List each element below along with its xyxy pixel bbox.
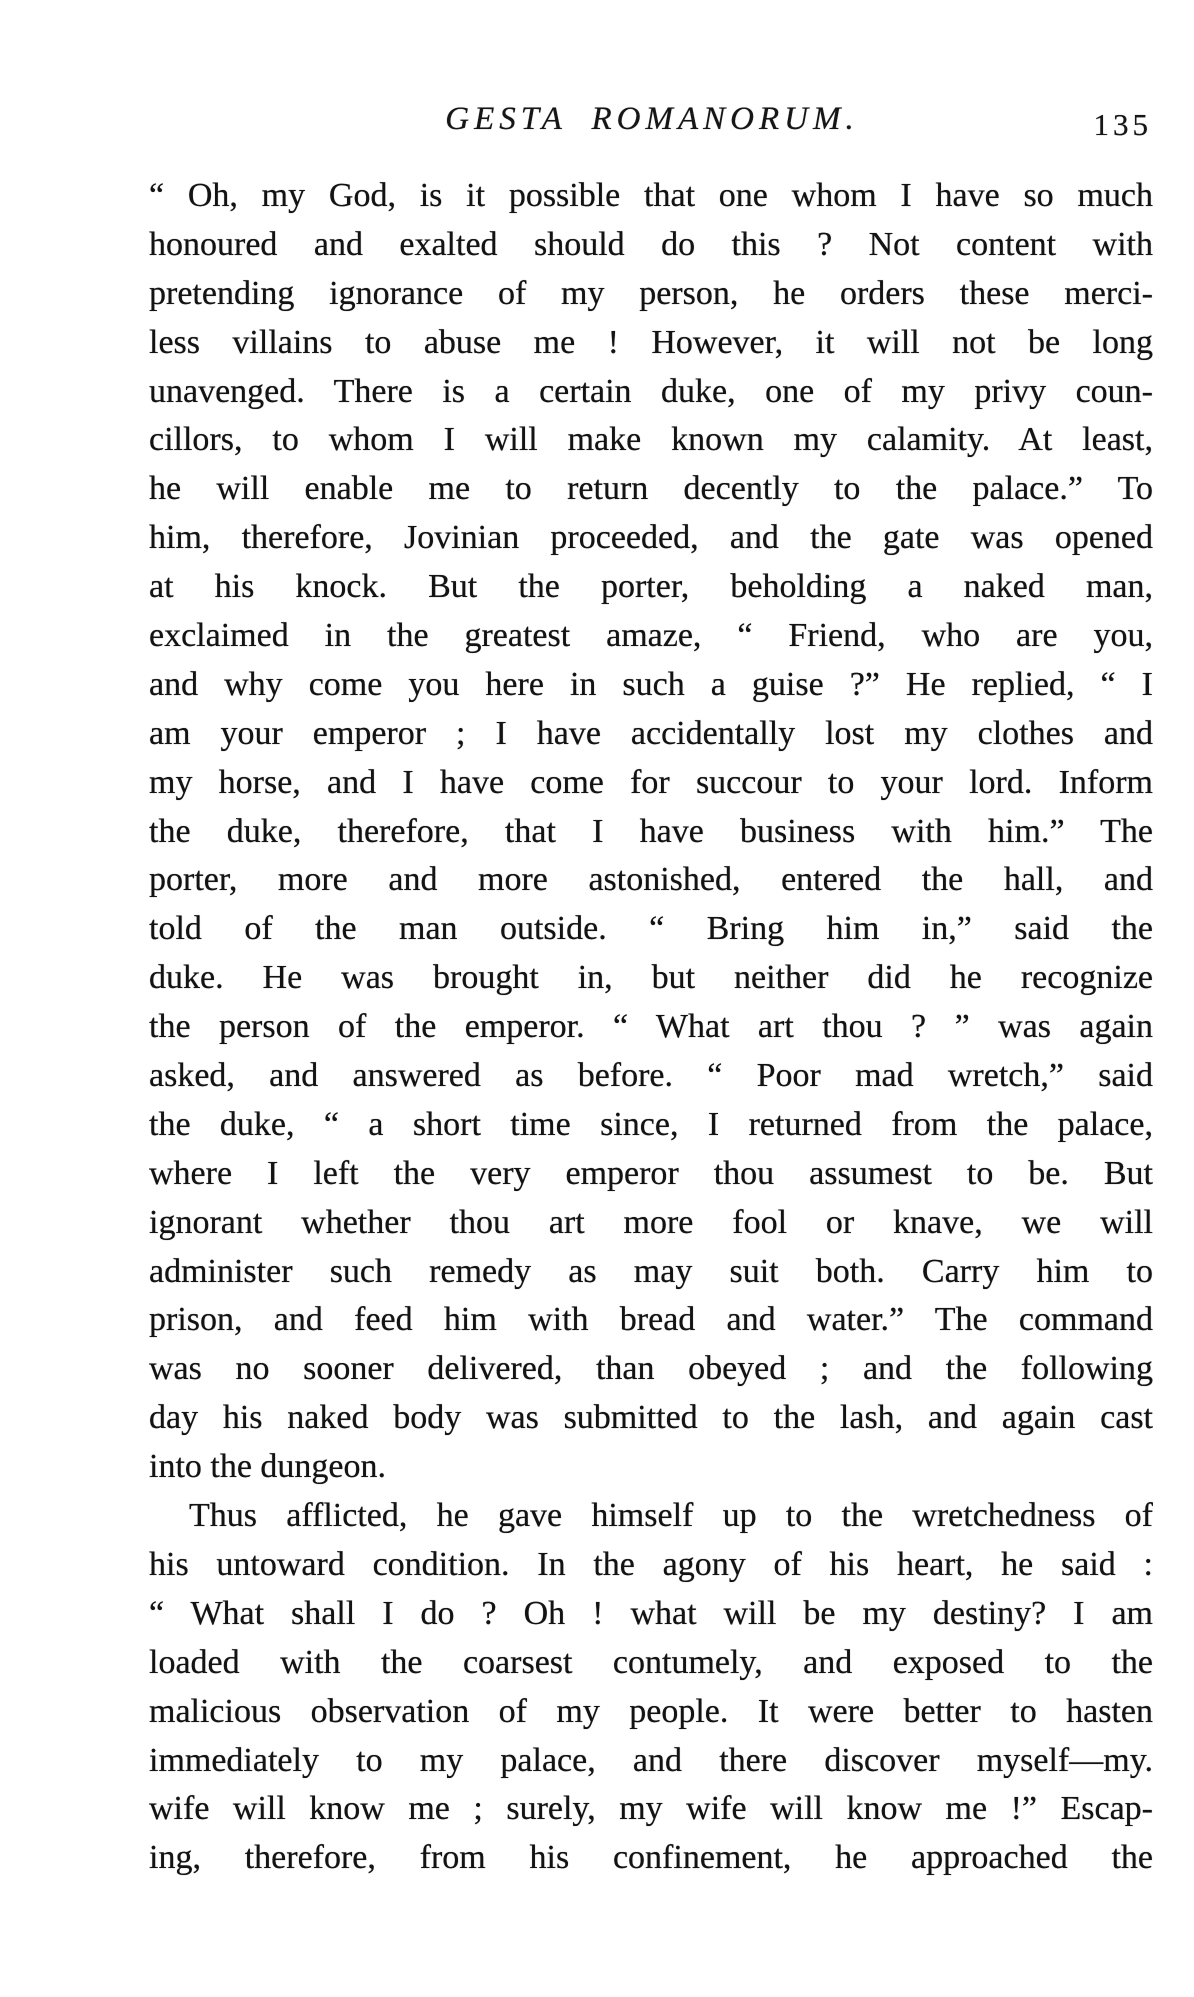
body-text-block [149,172,1153,1883]
text-line: where I left the very emperor thou assumest to be. But [149,1154,1153,1192]
text-line: he will enable me to return decently to the palace.” To [149,470,1153,508]
text-line: am your emperor ; I have accidentally lost my clothes and [149,714,1153,752]
text-line: the duke, “ a short time since, I returned from the palace, [149,1105,1153,1143]
page-number: 135 [1093,107,1152,142]
running-title: GESTA ROMANORUM. [445,101,859,137]
text-line: honoured and exalted should do this ? Not content with [149,225,1153,263]
text-line: my horse, and I have come for succour to your lord. Inform [149,763,1153,801]
text-line: “ Oh, my God, is it possible that one whom I have so much [149,177,1153,214]
text-line: day his naked body was submitted to the lash, and again cast [149,1399,1153,1437]
text-line: “ What shall I do ? Oh ! what will be my destiny? I am [149,1594,1153,1632]
text-line: cillors, to whom I will make known my calamity. At least, [149,421,1153,459]
text-line: the person of the emperor. “ What art thou ? ” was again [149,1008,1153,1046]
text-line: his untoward condition. In the agony of his heart, he said : [149,1545,1153,1583]
text-line: ignorant whether thou art more fool or knave, we will [149,1203,1153,1241]
text-line: unavenged. There is a certain duke, one of my privy coun- [149,372,1153,410]
text-line: and why come you here in such a guise ?” He replied, “ I [149,665,1153,703]
text-line: pretending ignorance of my person, he orders these merci- [149,274,1153,312]
text-line: ing, therefore, from his confinement, he approached the [149,1839,1153,1877]
text-line: duke. He was brought in, but neither did he recognize [149,959,1153,997]
text-line: immediately to my palace, and there discover myself—my. [149,1741,1153,1779]
text-line: at his knock. But the porter, beholding a naked man, [149,568,1153,606]
text-line: administer such remedy as may suit both. Carry him to [149,1252,1153,1290]
text-line: prison, and feed him with bread and water.” The command [149,1301,1153,1339]
text-line: loaded with the coarsest contumely, and exposed to the [149,1643,1153,1681]
text-line: told of the man outside. “ Bring him in,” said the [149,910,1153,948]
text-line: porter, more and more astonished, entered the hall, and [149,861,1153,899]
text-line: Thus afflicted, he gave himself up to the wretchedness of [189,1497,1153,1535]
text-line: the duke, therefore, that I have business with him.” The [149,812,1153,850]
text-line: asked, and answered as before. “ Poor mad wretch,” said [149,1057,1153,1095]
text-line: malicious observation of my people. It were better to hasten [149,1692,1153,1730]
text-line: was no sooner delivered, than obeyed ; and the following [149,1350,1153,1388]
text-line: exclaimed in the greatest amaze, “ Friend, who are you, [149,617,1153,655]
text-line: less villains to abuse me ! However, it will not be long [149,323,1153,361]
text-line: him, therefore, Jovinian proceeded, and the gate was opened [149,519,1153,557]
text-line: wife will know me ; surely, my wife will know me !” Escap- [149,1790,1153,1828]
text-line: into the dungeon. [149,1448,387,1486]
